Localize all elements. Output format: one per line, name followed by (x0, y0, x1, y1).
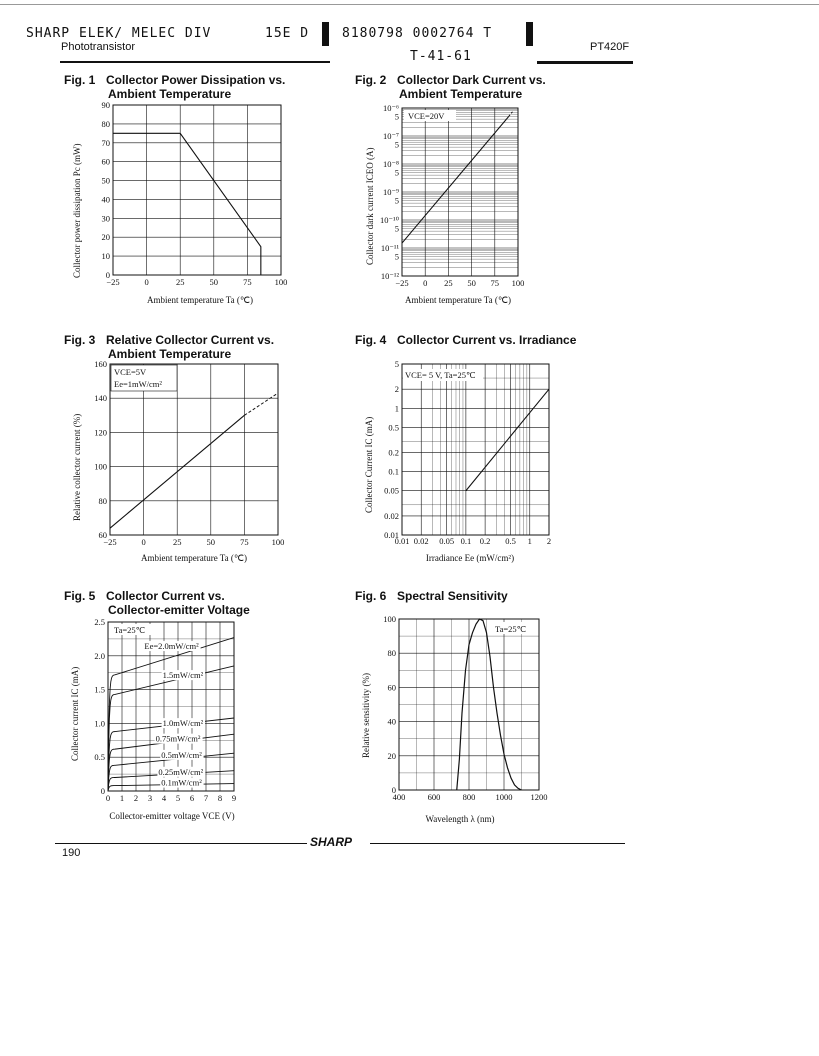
fig4-ytick-label: 0.02 (384, 510, 399, 521)
fig2-xtick-label: −25 (395, 278, 409, 288)
fig5-ytick-label: 0 (100, 786, 105, 796)
fig4-xtick-label: 2 (546, 536, 552, 546)
fig1-ytick-label: 0 (105, 270, 110, 280)
header-code-2: 8180798 0002764 T (342, 26, 493, 41)
fig4-xtick-label: 0.5 (505, 536, 516, 546)
fig3-curve-dashed (244, 393, 278, 415)
fig2-xtick-label: 50 (467, 278, 476, 288)
fig6-xtick-label: 600 (427, 792, 441, 802)
fig5-xlabel: Collector-emitter voltage VCE (V) (109, 811, 235, 821)
fig4-ytick-label: 0.2 (388, 447, 399, 458)
fig3-ytick-label: 60 (98, 530, 107, 540)
fig4-xlabel: Irradiance Ee (mW/cm²) (425, 553, 515, 563)
fig4-ytick-label: 5 (394, 359, 399, 369)
fig1-xtick-label: 100 (274, 277, 288, 287)
fig3-annotation-1: VCE=5V (114, 367, 147, 377)
fig2-xlabel: Ambient temperature Ta (℃) (404, 295, 512, 305)
fig6-xtick-label: 1200 (530, 792, 548, 802)
fig2-xtick-label: 75 (490, 278, 500, 288)
footer-rule-right (370, 843, 625, 844)
fig4-ylabel: Collector Current IC (mA) (364, 416, 374, 513)
fig5-curve-label: 0.25mW/cm² (158, 766, 204, 777)
fig6-annotation: Ta=25℃ (495, 624, 527, 634)
fig2-ytick-label: 10⁻¹² (380, 271, 399, 281)
fig1-ytick-label: 40 (101, 194, 110, 205)
fig2-curve (402, 116, 509, 243)
fig1-title-line1: Collector Power Dissipation vs. (106, 73, 286, 87)
fig2-curve-dashed (509, 111, 514, 117)
fig4-xtick-label: 0.1 (460, 536, 472, 546)
fig5-curve-label: 0.75mW/cm² (155, 733, 201, 744)
fig1-ytick-label: 70 (101, 137, 110, 148)
fig5-curve-label: 1.5mW/cm² (162, 670, 204, 681)
page-number: 190 (62, 847, 81, 859)
fig2-number: Fig. 2 (355, 73, 387, 87)
fig3-xtick-label: 0 (141, 537, 146, 547)
fig6-ytick-label: 0 (391, 785, 396, 795)
fig6-ytick-label: 80 (387, 648, 396, 659)
fig3-xlabel: Ambient temperature Ta (℃) (140, 553, 248, 563)
fig3-ytick-label: 120 (94, 427, 107, 438)
fig1-ytick-label: 30 (101, 213, 110, 224)
fig4-ytick-label: 0.05 (384, 485, 399, 496)
fig4-ytick-label: 0.1 (388, 466, 399, 477)
fig1-ytick-label: 10 (101, 251, 110, 262)
fig1-ytick-label: 90 (101, 100, 110, 110)
fig2-xtick-label: 0 (423, 278, 428, 288)
fig1-xtick-label: 50 (209, 277, 219, 287)
fig6-xlabel: Wavelength λ (nm) (425, 814, 495, 824)
fig5-ytick-label: 1.0 (94, 718, 105, 729)
fig5-xtick-label: 1 (119, 793, 125, 803)
fig5-curve-label: 1.0mW/cm² (162, 718, 204, 729)
fig1-xtick-label: 75 (243, 277, 252, 287)
fig6-ytick-label: 60 (387, 682, 396, 693)
fig5-number: Fig. 5 (64, 589, 96, 603)
fig5-xtick-label: 3 (147, 793, 153, 803)
fig6-number: Fig. 6 (355, 589, 387, 603)
fig5-xtick-label: 6 (189, 793, 195, 803)
fig5-ylabel: Collector current IC (mA) (70, 666, 80, 761)
fig5-xtick-label: 9 (231, 793, 237, 803)
fig5-curve-label: Ee=2.0mW/cm² (144, 641, 199, 652)
fig1-xlabel: Ambient temperature Ta (℃) (146, 295, 254, 305)
fig1-ylabel: Collector power dissipation Pc (mW) (72, 143, 82, 278)
fig5-ytick-label: 0.5 (94, 752, 105, 763)
fig2-ytick-label: 5 (394, 223, 399, 234)
fig5-curve-label: 0.5mW/cm² (161, 749, 202, 760)
fig3-number: Fig. 3 (64, 333, 96, 347)
fig2-ytick-label: 5 (394, 195, 399, 206)
fig5-ytick-label: 2.0 (94, 650, 105, 661)
fig5-xtick-label: 5 (175, 793, 181, 803)
fig2-ytick-label: 5 (394, 251, 399, 262)
fig2-ytick-label: 5 (394, 111, 399, 122)
fig3-ylabel: Relative collector current (%) (72, 413, 82, 521)
fig4-ytick-label: 0.5 (388, 422, 399, 433)
fig6-ylabel: Relative sensitivity (%) (361, 673, 371, 758)
fig2-ytick-label: 10⁻⁶ (383, 103, 399, 113)
footer-brand: SHARP (310, 835, 353, 849)
fig5-ytick-label: 1.5 (94, 684, 105, 695)
fig4-curve (466, 389, 549, 491)
fig6-ytick-label: 100 (383, 614, 396, 624)
fig3-xtick-label: 100 (271, 537, 285, 547)
fig4-xtick-label: 0.02 (413, 536, 429, 546)
fig1-number: Fig. 1 (64, 73, 96, 87)
part-number: PT420F (590, 41, 630, 53)
fig3-ytick-label: 80 (98, 495, 107, 506)
company-header: SHARP ELEK/ MELEC DIV (26, 26, 212, 41)
fig5-xtick-label: 4 (161, 793, 167, 803)
fig1-ytick-label: 20 (101, 232, 110, 243)
fig2-ytick-label: 10⁻⁷ (383, 131, 399, 141)
fig3-title-line2: Ambient Temperature (108, 347, 232, 361)
fig3-ytick-label: 100 (94, 461, 107, 472)
fig4-xtick-label: 0.2 (479, 536, 491, 546)
fig1-xtick-label: −25 (106, 277, 120, 287)
fig3-ytick-label: 140 (94, 393, 107, 404)
fig3-title-line1: Relative Collector Current vs. (106, 333, 275, 347)
fig5-ytick-label: 2.5 (94, 617, 105, 627)
fig3-xtick-label: 25 (172, 537, 182, 547)
fig2-ytick-label: 10⁻¹¹ (380, 243, 399, 253)
fig3-annotation-2: Ee=1mW/cm² (114, 379, 162, 389)
fig5-xtick-label: 7 (203, 793, 209, 803)
header-code-1: 15E D (265, 26, 310, 41)
fig2-ytick-label: 5 (394, 167, 399, 178)
fig3-xtick-label: 75 (240, 537, 249, 547)
fig1-xtick-label: 25 (175, 277, 185, 287)
fig1-xtick-label: 0 (144, 277, 149, 287)
fig4-xtick-label: 0.05 (439, 536, 455, 546)
fig4-ytick-label: 1 (394, 403, 399, 414)
fig6-ytick-label: 20 (387, 750, 396, 761)
fig1-title-line2: Ambient Temperature (108, 87, 232, 101)
fig5-curve-label: 0.1mW/cm² (161, 777, 202, 788)
fig2-ytick-label: 10⁻⁸ (383, 159, 399, 169)
fig3-xtick-label: 50 (206, 537, 216, 547)
fig4-xtick-label: 0.01 (394, 536, 410, 546)
fig4-title-line1: Collector Current vs. Irradiance (397, 333, 577, 347)
fig5-title-line1: Collector Current vs. (106, 589, 225, 603)
fig4-annotation: VCE= 5 V, Ta=25℃ (405, 370, 476, 380)
fig2-xtick-label: 25 (444, 278, 453, 288)
fig5-title-line2: Collector-emitter Voltage (108, 603, 250, 617)
fig2-ylabel: Collector dark current ICEO (A) (365, 147, 375, 265)
fig1-curve (113, 133, 261, 275)
fig1-plot-frame (113, 105, 281, 275)
fig3-ytick-label: 160 (94, 359, 107, 369)
footer-rule-left (55, 843, 307, 844)
fig4-xtick-label: 1 (527, 536, 532, 546)
fig2-title-line1: Collector Dark Current vs. (397, 73, 546, 87)
product-type: Phototransistor (61, 41, 135, 53)
fig4-number: Fig. 4 (355, 333, 387, 347)
fig6-xtick-label: 800 (462, 792, 476, 802)
fig2-ytick-label: 5 (394, 139, 399, 150)
fig2-title-line2: Ambient Temperature (399, 87, 523, 101)
fig5-xtick-label: 0 (105, 793, 111, 803)
fig6-ytick-label: 40 (387, 716, 396, 727)
fig1-ytick-label: 60 (101, 156, 110, 167)
fig6-xtick-label: 400 (392, 792, 406, 802)
fig2-ytick-label: 10⁻¹⁰ (380, 215, 399, 225)
fig6-xtick-label: 1000 (495, 792, 513, 802)
fig4-ytick-label: 0.01 (384, 530, 399, 540)
fig2-ytick-label: 10⁻⁹ (383, 187, 399, 197)
fig2-xtick-label: 100 (511, 278, 525, 288)
fig6-title-line1: Spectral Sensitivity (397, 589, 508, 603)
fig4-ytick-label: 2 (394, 384, 399, 395)
fig3-xtick-label: −25 (103, 537, 117, 547)
fig1-ytick-label: 80 (101, 118, 110, 129)
fig2-annotation: VCE=20V (408, 111, 445, 121)
fig5-xtick-label: 8 (217, 793, 223, 803)
fig5-xtick-label: 2 (133, 793, 139, 803)
doc-ref: T-41-61 (410, 49, 472, 64)
fig5-annotation: Ta=25℃ (114, 625, 146, 635)
fig1-ytick-label: 50 (101, 175, 110, 186)
